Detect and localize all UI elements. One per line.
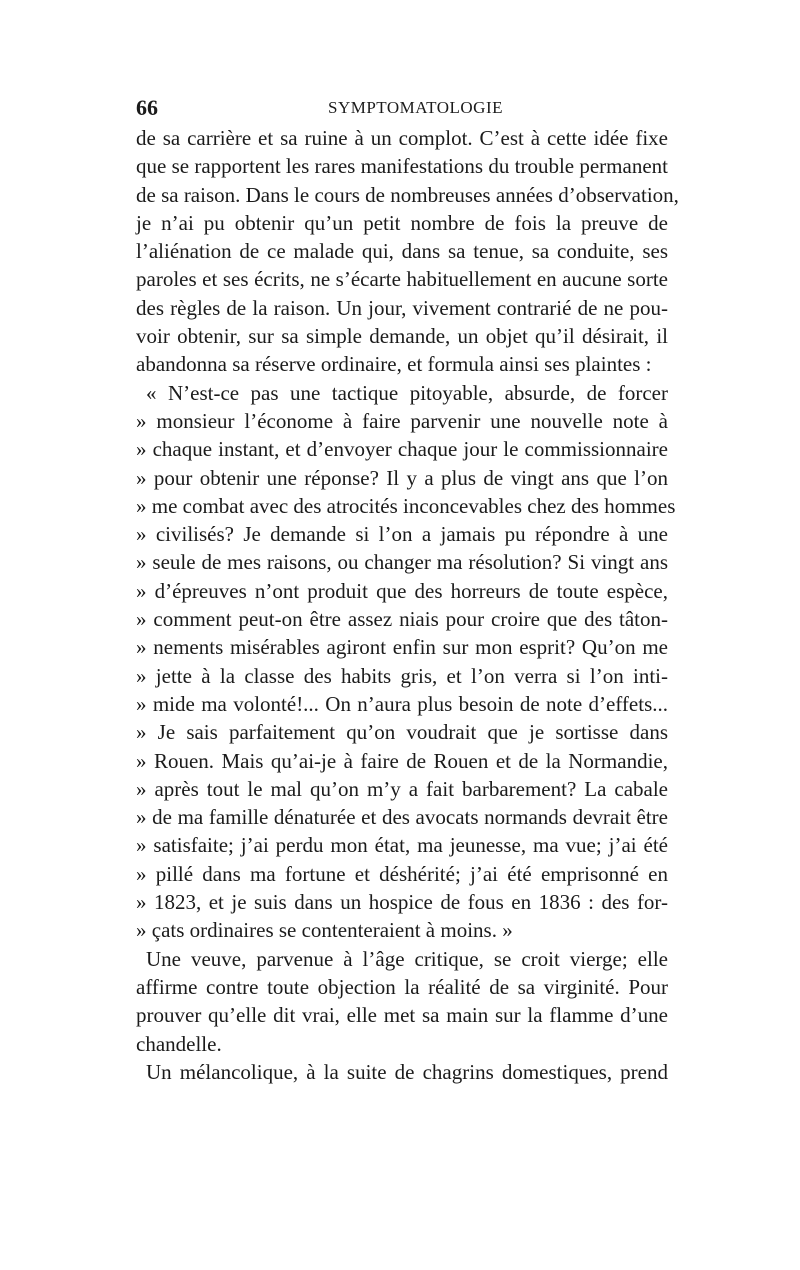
quote-line: » pour obtenir une réponse? Il y a plus de vingt ans que l’on bbox=[136, 465, 668, 490]
text-line: de sa raison. Dans le cours de nombreuses années d’observation, bbox=[136, 182, 679, 207]
quote-line: » d’épreuves n’ont produit que des horreurs de toute espèce, bbox=[136, 578, 668, 603]
text-line: Une veuve, parvenue à l’âge critique, se croit vierge; elle bbox=[146, 946, 668, 971]
quote-line: » mide ma volonté!... On n’aura plus besoin de note d’effets... bbox=[136, 691, 668, 716]
quote-line: » monsieur l’économe à faire parvenir une nouvelle note à bbox=[136, 408, 668, 433]
quote-line: « N’est-ce pas une tactique pitoyable, absurde, de forcer bbox=[146, 380, 668, 405]
text-line: prouver qu’elle dit vrai, elle met sa main sur la flamme d’une bbox=[136, 1003, 668, 1028]
text-line: chandelle. bbox=[136, 1031, 222, 1056]
text-line: affirme contre toute objection la réalité de sa virginité. Pour bbox=[136, 974, 668, 999]
text-line: de sa carrière et sa ruine à un complot. C’est à cette idée fixe bbox=[136, 126, 668, 150]
quote-line: » satisfaite; j’ai perdu mon état, ma jeunesse, ma vue; j’ai été bbox=[136, 833, 668, 858]
quote-line: » Rouen. Mais qu’ai-je à faire de Rouen et de la Normandie, bbox=[136, 748, 668, 773]
quote-line: » çats ordinaires se contenteraient à moins. » bbox=[136, 918, 513, 943]
text-line: je n’ai pu obtenir qu’un petit nombre de fois la preuve de bbox=[136, 210, 668, 235]
quote-line: » seule de mes raisons, ou changer ma résolution? Si vingt ans bbox=[136, 550, 668, 575]
quote-line: » nements misérables agiront enfin sur mon esprit? Qu’on me bbox=[136, 635, 668, 660]
quote-line: » comment peut-on être assez niais pour croire que des tâton- bbox=[136, 607, 668, 632]
quote-line: » 1823, et je suis dans un hospice de fous en 1836 : des for- bbox=[136, 890, 668, 915]
quote-line: » après tout le mal qu’on m’y a fait barbarement? La cabale bbox=[136, 776, 668, 801]
page-header bbox=[136, 95, 668, 119]
running-head: SYMPTOMATOLOGIE bbox=[328, 98, 504, 117]
text-line: Un mélancolique, à la suite de chagrins domestiques, prend bbox=[146, 1059, 668, 1084]
text-line: abandonna sa réserve ordinaire, et formula ainsi ses plaintes : bbox=[136, 352, 652, 377]
text-line: que se rapportent les rares manifestations du trouble permanent bbox=[136, 154, 668, 179]
quote-line: » chaque instant, et d’envoyer chaque jour le commissionnaire bbox=[136, 437, 668, 462]
quote-line: » me combat avec des atrocités inconcevables chez des hommes bbox=[136, 493, 676, 518]
quote-line: » de ma famille dénaturée et des avocats normands devrait être bbox=[136, 805, 668, 830]
body-text bbox=[136, 124, 679, 1086]
quote-line: » civilisés? Je demande si l’on a jamais pu répondre à une bbox=[136, 522, 668, 547]
quote-line: » pillé dans ma fortune et déshérité; j’ai été emprisonné en bbox=[136, 861, 668, 886]
page-number: 66 bbox=[136, 95, 158, 120]
text-line: voir obtenir, sur sa simple demande, un objet qu’il désirait, il bbox=[136, 324, 668, 349]
quote-line: » jette à la classe des habits gris, et l’on verra si l’on inti- bbox=[136, 663, 668, 688]
quote-line: » Je sais parfaitement qu’on voudrait que je sortisse dans bbox=[136, 720, 668, 745]
text-line: des règles de la raison. Un jour, vivement contrarié de ne pou- bbox=[136, 295, 668, 320]
text-line: l’aliénation de ce malade qui, dans sa tenue, sa conduite, ses bbox=[136, 239, 668, 264]
text-line: paroles et ses écrits, ne s’écarte habituellement en aucune sorte bbox=[136, 267, 668, 292]
